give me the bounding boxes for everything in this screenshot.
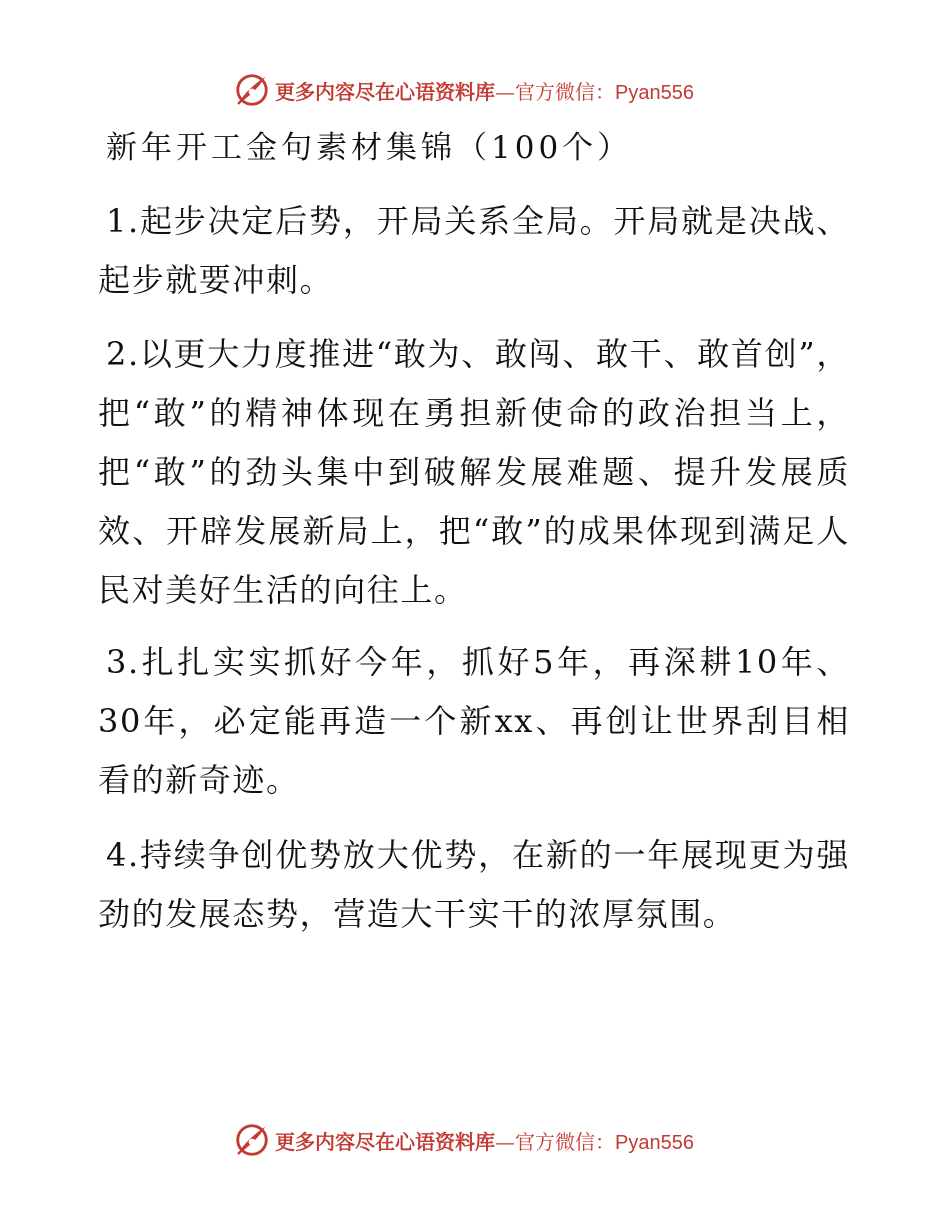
feather-pen-logo-icon: [233, 1121, 271, 1159]
quote-item: [98, 826, 850, 944]
quote-item: [98, 633, 850, 810]
quote-text: 1.起步决定后势，开局关系全局。开局就是决战、起步就要冲刺。: [98, 202, 850, 299]
watermark-brand: 更多内容尽在心语资料库: [275, 1129, 495, 1154]
watermark-label: 官方微信：: [515, 1129, 615, 1154]
watermark-brand: 更多内容尽在心语资料库: [275, 79, 495, 104]
watermark-text: [275, 1126, 694, 1155]
watermark-separator: —: [495, 79, 515, 104]
quote-item: [98, 192, 850, 310]
watermark-label: 官方微信：: [515, 79, 615, 104]
watermark-text: [275, 76, 694, 105]
watermark-separator: —: [495, 1129, 515, 1154]
document-title: 新年开工金句素材集锦（100个）: [106, 130, 633, 166]
footer-watermark: [233, 1120, 713, 1160]
quote-text: 3.扎扎实实抓好今年，抓好5年，再深耕10年、30年，必定能再造一个新xx、再创让世界刮目相看的新奇迹。: [98, 643, 850, 799]
quote-item: [98, 325, 850, 620]
feather-pen-logo-icon: [233, 71, 271, 109]
header-watermark: [233, 70, 713, 110]
quote-text: 2.以更大力度推进“敢为、敢闯、敢干、敢首创”，把“敢”的精神体现在勇担新使命的政治担当上，把“敢”的劲头集中到破解发展难题、提升发展质效、开辟发展新局上，把“敢”的成果体现到满足人民对美好生活的向往上。: [98, 335, 850, 609]
quote-text: 4.持续争创优势放大优势，在新的一年展现更为强劲的发展态势，营造大干实干的浓厚氛围。: [98, 836, 850, 933]
watermark-account: Pyan556: [615, 81, 694, 104]
watermark-account: Pyan556: [615, 1131, 694, 1154]
